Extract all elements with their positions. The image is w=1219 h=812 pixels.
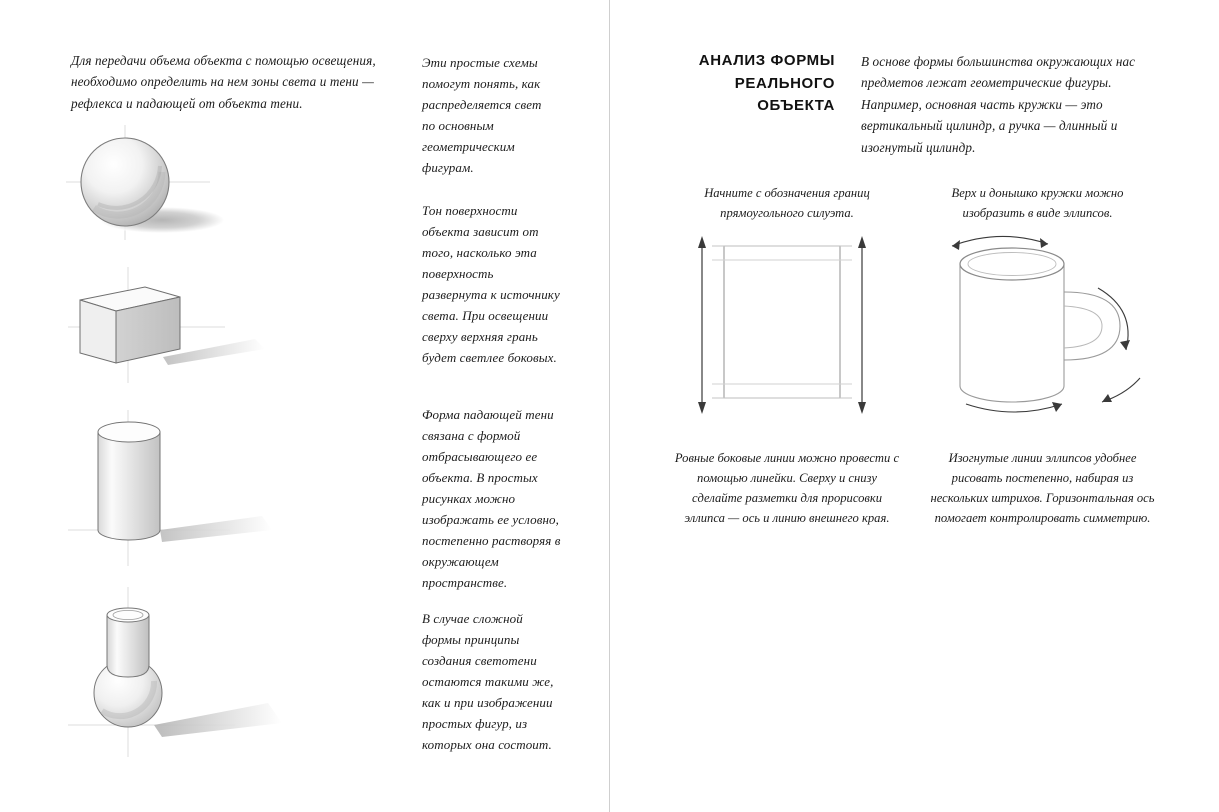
cube-shading-figure <box>50 265 350 385</box>
left-side-note-2: Тон поверхности объекта зависит от того, насколько эта поверхность развернута к источнику света. При освещении сверху верхняя грань будет светлее боковых. <box>422 203 560 366</box>
right-intro-text: В основе формы большинства окружающих нас предметов лежат геометрические фигуры. Например, основная часть кружки — это вертикальный цилиндр, а ручка — длинный и изогнутый цилиндр. <box>861 54 1136 155</box>
step-rectangle-caption-bottom: Ровные боковые линии можно провести с помощью линейки. Сверху и снизу сделайте разметки для прорисовки эллипса — ось и линию внешнего края. <box>674 451 900 526</box>
left-intro-text: Для передачи объема объекта с помощью освещения, необходимо определить на нем зоны света и тени — рефлекса и падающей от объекта тени. <box>71 53 376 111</box>
step-rectangle-figure <box>672 232 902 422</box>
step-ellipses-figure <box>930 218 1155 423</box>
right-page-heading: АНАЛИЗ ФОРМЫ РЕАЛЬНОГО ОБЪЕКТА <box>698 52 835 114</box>
step-ellipses-caption-top: Верх и донышко кружки можно изобразить в виде эллипсов. <box>951 186 1124 221</box>
cylinder-shading-figure <box>50 408 350 568</box>
page-spine-divider <box>609 0 610 812</box>
vase-shading-figure <box>50 585 350 760</box>
sphere-shading-figure <box>50 120 350 245</box>
left-side-note-4: В случае сложной формы принципы создания светотени остаются такими же, как и при изображении простых фигур, из которых она состоит. <box>422 611 554 753</box>
left-side-note-1: Эти простые схемы помогут понять, как распределяется свет по основным геометрическим фигурам. <box>422 55 542 176</box>
left-side-note-3: Форма падающей тени связана с формой отбрасывающего ее объекта. В простых рисунках можно изображать ее условно, постепенно растворяя в окружающем пространстве. <box>422 407 561 591</box>
step-ellipses-caption-bottom: Изогнутые линии эллипсов удобнее рисовать постепенно, набирая из нескольких штрихов. Горизонтальная ось помогает контролировать симметрию. <box>930 451 1155 526</box>
step-rectangle-caption-top: Начните с обозначения границ прямоугольного силуэта. <box>704 186 870 221</box>
